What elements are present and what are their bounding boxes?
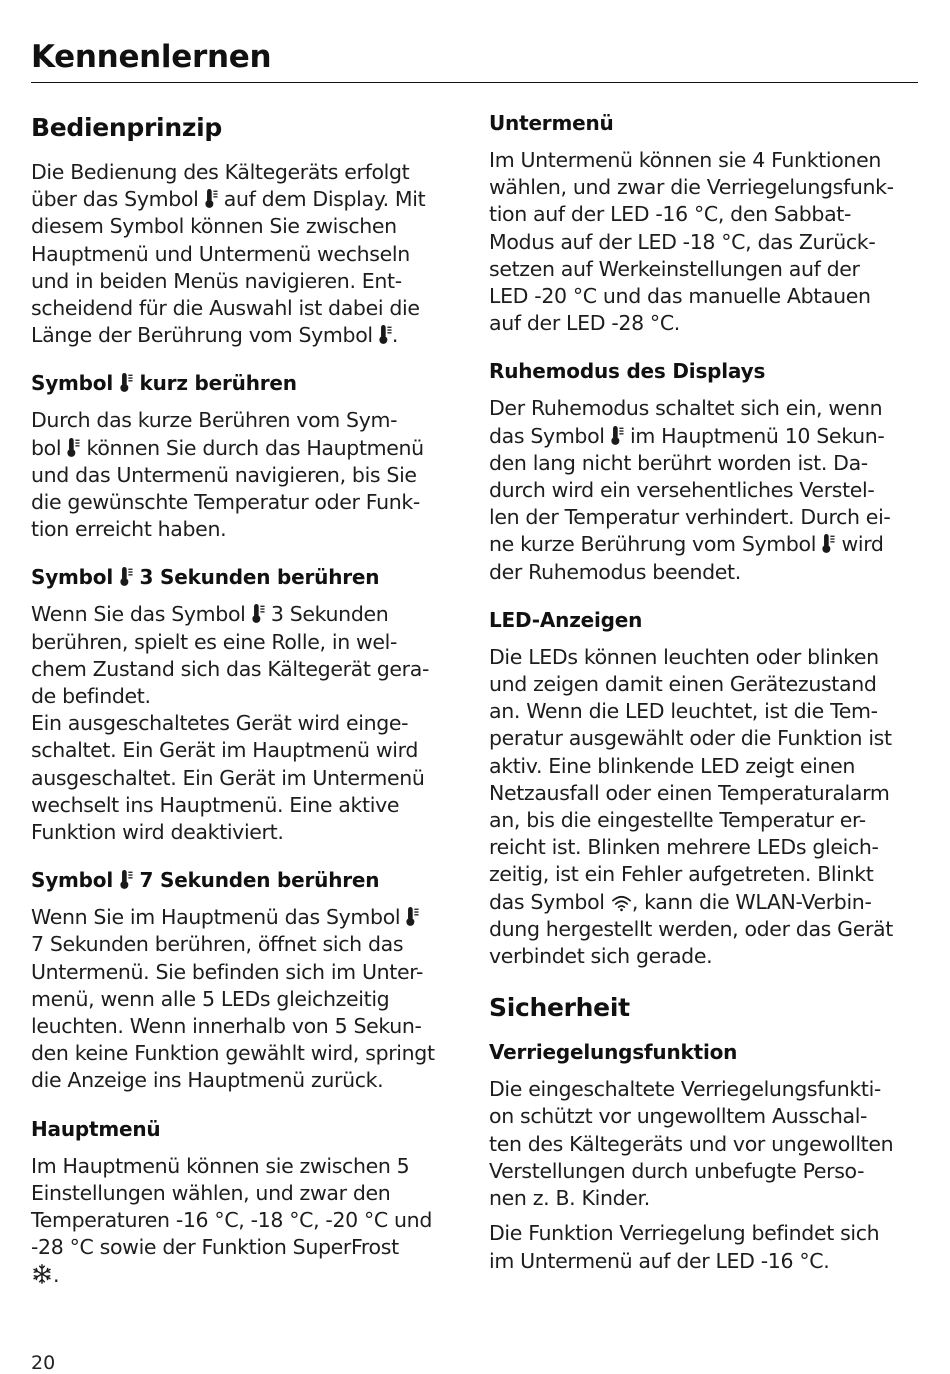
text-line xyxy=(31,1262,467,1289)
subsection-heading: Ruhemodus des Displays xyxy=(489,359,766,384)
thermometer-icon xyxy=(120,566,133,587)
text-span: wird xyxy=(841,532,884,557)
text-line: wechselt ins Hauptmenü. Eine aktive xyxy=(31,792,400,817)
text-line: der Ruhemodus beendet. xyxy=(489,559,741,584)
thermometer-icon xyxy=(611,425,624,446)
section-sicherheit xyxy=(489,990,921,1274)
text-span: auf dem Display. Mit xyxy=(223,187,426,212)
text-span: das Symbol xyxy=(489,423,605,448)
text-line: schaltet. Ein Gerät im Hauptmenü wird xyxy=(31,738,419,763)
text-line xyxy=(489,423,921,450)
text-line: -28 °C sowie der Funktion SuperFrost xyxy=(31,1235,399,1260)
section-bedienprinzip xyxy=(31,110,467,349)
paragraph xyxy=(31,159,467,349)
paragraph xyxy=(31,1153,467,1289)
text-line: an, bis die eingestellte Temperatur er- xyxy=(489,808,866,833)
text-line: Durch das kurze Berühren vom Sym- xyxy=(31,408,398,433)
text-line: Der Ruhemodus schaltet sich ein, wenn xyxy=(489,396,883,421)
text-line: an. Wenn die LED leuchtet, ist die Tem- xyxy=(489,699,878,724)
text-line xyxy=(31,322,467,349)
text-span: das Symbol xyxy=(489,889,605,914)
text-span: kurz berühren xyxy=(139,371,297,396)
text-line: Die eingeschaltete Verriegelungsfunkti- xyxy=(489,1077,881,1102)
text-line: und das Untermenü navigieren, bis Sie xyxy=(31,462,417,487)
text-line: Die LEDs können leuchten oder blinken xyxy=(489,644,879,669)
text-line: ten des Kältegeräts und vor ungewollten xyxy=(489,1131,894,1156)
paragraph xyxy=(489,147,921,337)
text-line xyxy=(31,601,467,628)
text-line: und zeigen damit einen Gerätezustand xyxy=(489,672,877,697)
snowflake-icon xyxy=(31,1263,53,1285)
text-span: 7 Sekunden berühren xyxy=(139,868,380,893)
text-line: im Untermenü auf der LED -16 °C. xyxy=(489,1248,830,1273)
text-line: den keine Funktion gewählt wird, springt xyxy=(31,1041,435,1066)
thermometer-icon xyxy=(379,324,392,345)
text-line: wählen, und zwar die Verriegelungsfunk- xyxy=(489,175,894,200)
text-line: peratur ausgewählt oder die Funktion ist xyxy=(489,726,892,751)
text-span: . xyxy=(53,1262,60,1287)
paragraph xyxy=(31,601,467,846)
text-line: ausgeschaltet. Ein Gerät im Untermenü xyxy=(31,765,425,790)
subsection-heading: Hauptmenü xyxy=(31,1116,161,1141)
text-line: on schützt vor ungewolltem Ausschal- xyxy=(489,1104,868,1129)
section-7-sekunden xyxy=(31,866,467,1094)
left-column xyxy=(31,100,467,1289)
text-line: Die Bedienung des Kältegeräts erfolgt xyxy=(31,160,410,184)
text-line: chem Zustand sich das Kältegerät gera- xyxy=(31,656,430,681)
text-line: durch wird ein versehentliches Verstel- xyxy=(489,478,875,503)
text-line xyxy=(489,531,921,558)
text-line: 7 Sekunden berühren, öffnet sich das xyxy=(31,932,404,957)
text-line: leuchten. Wenn innerhalb von 5 Sekun- xyxy=(31,1014,422,1039)
right-column xyxy=(489,100,921,1275)
text-line: Temperaturen -16 °C, -18 °C, -20 °C und xyxy=(31,1208,432,1233)
section-3-sekunden xyxy=(31,563,467,846)
text-line: Verstellungen durch unbefugte Perso- xyxy=(489,1158,865,1183)
text-line: menü, wenn alle 5 LEDs gleichzeitig xyxy=(31,986,390,1011)
section-hauptmenue xyxy=(31,1115,467,1289)
text-span: ne kurze Berührung vom Symbol xyxy=(489,532,817,557)
text-span: Symbol xyxy=(31,868,113,893)
paragraph xyxy=(489,395,921,585)
thermometer-icon xyxy=(406,906,419,927)
header-divider xyxy=(31,82,918,83)
text-line: verbindet sich gerade. xyxy=(489,944,713,969)
section-kurz-beruehren xyxy=(31,369,467,543)
text-line: de befindet. xyxy=(31,684,151,709)
section-ruhemodus xyxy=(489,357,921,585)
thermometer-icon xyxy=(822,533,835,554)
text-line: Untermenü. Sie befinden sich im Unter- xyxy=(31,959,424,984)
text-line: tion auf der LED -16 °C, den Sabbat- xyxy=(489,202,852,227)
text-span: Wenn Sie das Symbol xyxy=(31,602,246,627)
text-line xyxy=(489,889,921,916)
text-line: tion erreicht haben. xyxy=(31,517,227,542)
text-span: , kann die WLAN-Verbin- xyxy=(631,889,872,914)
text-line: diesem Symbol können Sie zwischen xyxy=(31,214,397,239)
section-heading: Sicherheit xyxy=(489,993,630,1023)
text-span: bol xyxy=(31,435,62,460)
subsection-heading: Verriegelungsfunktion xyxy=(489,1040,738,1065)
text-line: Im Hauptmenü können sie zwischen 5 xyxy=(31,1153,410,1178)
text-span: Länge der Berührung vom Symbol xyxy=(31,323,373,348)
text-span: . xyxy=(391,323,399,348)
text-line: len der Temperatur verhindert. Durch ei- xyxy=(489,505,891,530)
text-line: Einstellungen wählen, und zwar den xyxy=(31,1180,391,1205)
paragraph xyxy=(489,1076,921,1212)
wifi-icon xyxy=(611,894,632,912)
text-line: setzen auf Werkeinstellungen auf der xyxy=(489,256,860,281)
text-span: Wenn Sie im Hauptmenü das Symbol xyxy=(31,905,401,930)
text-line: dung hergestellt werden, oder das Gerät xyxy=(489,916,893,941)
paragraph xyxy=(31,904,467,1094)
text-line: LED -20 °C und das manuelle Abtauen xyxy=(489,284,871,309)
subsection-heading: LED-Anzeigen xyxy=(489,607,643,632)
text-line xyxy=(31,904,467,931)
text-line: Ein ausgeschaltetes Gerät wird einge- xyxy=(31,711,409,736)
page-number: 20 xyxy=(31,1352,56,1374)
paragraph xyxy=(489,644,921,970)
text-line: auf der LED -28 °C. xyxy=(489,311,680,336)
section-led-anzeigen xyxy=(489,606,921,970)
page-header xyxy=(31,36,918,78)
text-span: über das Symbol xyxy=(31,187,199,212)
text-line: nen z. B. Kinder. xyxy=(489,1186,650,1211)
subsection-heading: Untermenü xyxy=(489,111,614,135)
text-line xyxy=(31,186,467,213)
subsection-heading xyxy=(31,866,467,894)
text-line: den lang nicht berührt worden ist. Da- xyxy=(489,450,868,475)
subsection-heading xyxy=(31,369,467,397)
text-span: im Hauptmenü 10 Sekun- xyxy=(629,423,885,448)
text-span: 3 Sekunden xyxy=(270,602,389,627)
text-line: reicht ist. Blinken mehrere LEDs gleich- xyxy=(489,835,879,860)
text-line: und in beiden Menüs navigieren. Ent- xyxy=(31,268,402,293)
text-line: Modus auf der LED -18 °C, das Zurück- xyxy=(489,229,876,254)
thermometer-icon xyxy=(252,603,265,624)
text-line: Die Funktion Verriegelung befindet sich xyxy=(489,1221,880,1246)
text-line: Netzausfall oder einen Temperaturalarm xyxy=(489,780,890,805)
thermometer-icon xyxy=(67,437,80,458)
text-line: Im Untermenü können sie 4 Funktionen xyxy=(489,148,881,172)
thermometer-icon xyxy=(205,188,218,209)
subsection-heading xyxy=(31,563,467,591)
text-span: Symbol xyxy=(31,565,113,590)
text-line: scheidend für die Auswahl ist dabei die xyxy=(31,296,420,321)
text-line: Funktion wird deaktiviert. xyxy=(31,820,284,845)
section-heading: Bedienprinzip xyxy=(31,113,222,142)
text-line: Hauptmenü und Untermenü wechseln xyxy=(31,241,410,266)
paragraph xyxy=(489,1220,921,1274)
text-line: aktiv. Eine blinkende LED zeigt einen xyxy=(489,753,856,778)
page-title: Kennenlernen xyxy=(31,39,272,75)
text-line: berühren, spielt es eine Rolle, in wel- xyxy=(31,629,398,654)
text-span: können Sie durch das Hauptmenü xyxy=(86,435,424,460)
text-line: zeitig, ist ein Fehler aufgetreten. Blinkt xyxy=(489,862,874,887)
paragraph xyxy=(31,407,467,543)
text-line: die Anzeige ins Hauptmenü zurück. xyxy=(31,1068,384,1093)
text-line: die gewünschte Temperatur oder Funk- xyxy=(31,490,420,515)
thermometer-icon xyxy=(120,869,133,890)
section-untermenue xyxy=(489,109,921,337)
text-line xyxy=(31,435,467,462)
text-span: Symbol xyxy=(31,371,113,396)
text-span: 3 Sekunden berühren xyxy=(139,565,380,590)
thermometer-icon xyxy=(120,372,133,393)
